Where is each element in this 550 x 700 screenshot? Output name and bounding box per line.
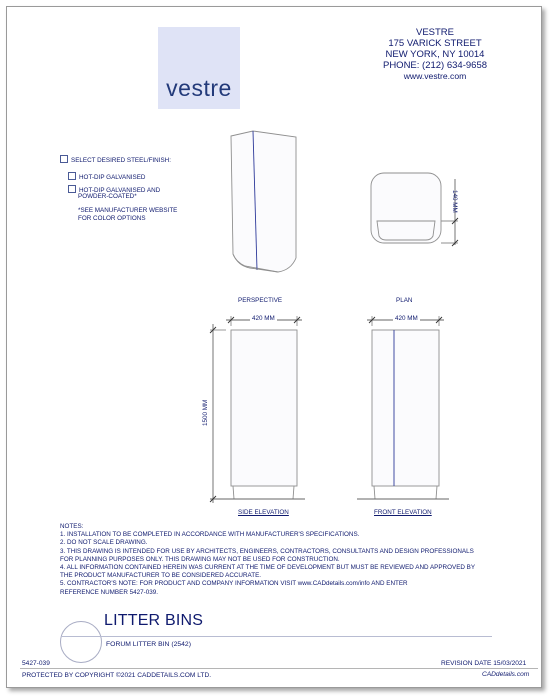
title-divider	[62, 636, 492, 637]
company-address: 175 VARICK STREET	[388, 38, 482, 49]
side-elevation-view	[210, 316, 305, 503]
copyright-text: PROTECTED BY COPYRIGHT ©2021 CADDETAILS.COM LTD.	[22, 672, 212, 679]
note-line: THE PRODUCT MANUFACTURER TO BE CONSIDERED ACCURATE.	[60, 572, 262, 580]
logo-text: vestre	[166, 75, 232, 101]
side-width-dimension: 420 MM	[252, 315, 275, 322]
note-line: 3. THIS DRAWING IS INTENDED FOR USE BY ARCHITECTS, ENGINEERS, CONTRACTORS, CONSULTANTS AND DESIGN PROFESSIONALS	[60, 547, 474, 555]
perspective-view	[231, 131, 296, 272]
company-name: VESTRE	[415, 27, 454, 38]
title-circle	[60, 621, 102, 663]
note-line: 1. INSTALLATION TO BE COMPLETED IN ACCORDANCE WITH MANUFACTURER'S SPECIFICATIONS.	[60, 531, 360, 539]
plan-view	[371, 173, 458, 246]
perspective-label: PERSPECTIVE	[238, 297, 283, 304]
note-line: FOR PLANNING PURPOSES ONLY. THIS DRAWING MAY NOT BE USED FOR CONSTRUCTION.	[60, 555, 340, 563]
note-line: 2. DO NOT SCALE DRAWING.	[60, 539, 148, 547]
height-dimension: 1500 MM	[202, 399, 209, 426]
reference-number: 5427-039	[22, 660, 50, 667]
note-line: REFERENCE NUMBER 5427-039.	[60, 588, 158, 596]
color-note-line2: FOR COLOR OPTIONS	[78, 215, 146, 222]
caddetails-brand[interactable]: CADdetails.com	[482, 671, 530, 678]
finish-header: SELECT DESIRED STEEL/FINISH:	[71, 157, 171, 164]
plan-label: PLAN	[396, 297, 413, 304]
notes-block	[60, 523, 510, 597]
front-width-dimension: 420 MM	[395, 315, 418, 322]
drawing-title: LITTER BINS	[104, 612, 204, 629]
revision-date: REVISION DATE 15/03/2021	[441, 660, 527, 667]
color-note-line1: *SEE MANUFACTURER WEBSITE	[78, 207, 178, 214]
finish-option-powder-coated: HOT-DIP GALVANISED AND	[79, 187, 161, 194]
note-line: 5. CONTRACTOR'S NOTE: FOR PRODUCT AND COMPANY INFORMATION VISIT www.CADdetails.com/info AND ENTER	[60, 580, 408, 588]
plan-depth-dimension: 140 MM	[451, 190, 458, 213]
note-line: 4. ALL INFORMATION CONTAINED HEREIN WAS CURRENT AT THE TIME OF DEVELOPMENT BUT MUST BE REVIEWED AND APPROVED BY	[60, 564, 476, 572]
company-city: NEW YORK, NY 10014	[385, 49, 485, 60]
side-elevation-label: SIDE ELEVATION	[238, 509, 289, 516]
finish-option-powder-coated-line2: POWDER-COATED*	[78, 193, 137, 200]
front-elevation-view	[357, 316, 449, 499]
company-website[interactable]: www.vestre.com	[403, 71, 467, 81]
notes-header: NOTES:	[60, 523, 84, 530]
front-elevation-label: FRONT ELEVATION	[374, 509, 432, 516]
drawing-subtitle: FORUM LITTER BIN (2542)	[106, 641, 191, 648]
company-phone: PHONE: (212) 634-9658	[382, 60, 488, 71]
finish-option-galvanised: HOT-DIP GALVANISED	[79, 174, 146, 181]
footer-divider	[20, 668, 538, 669]
